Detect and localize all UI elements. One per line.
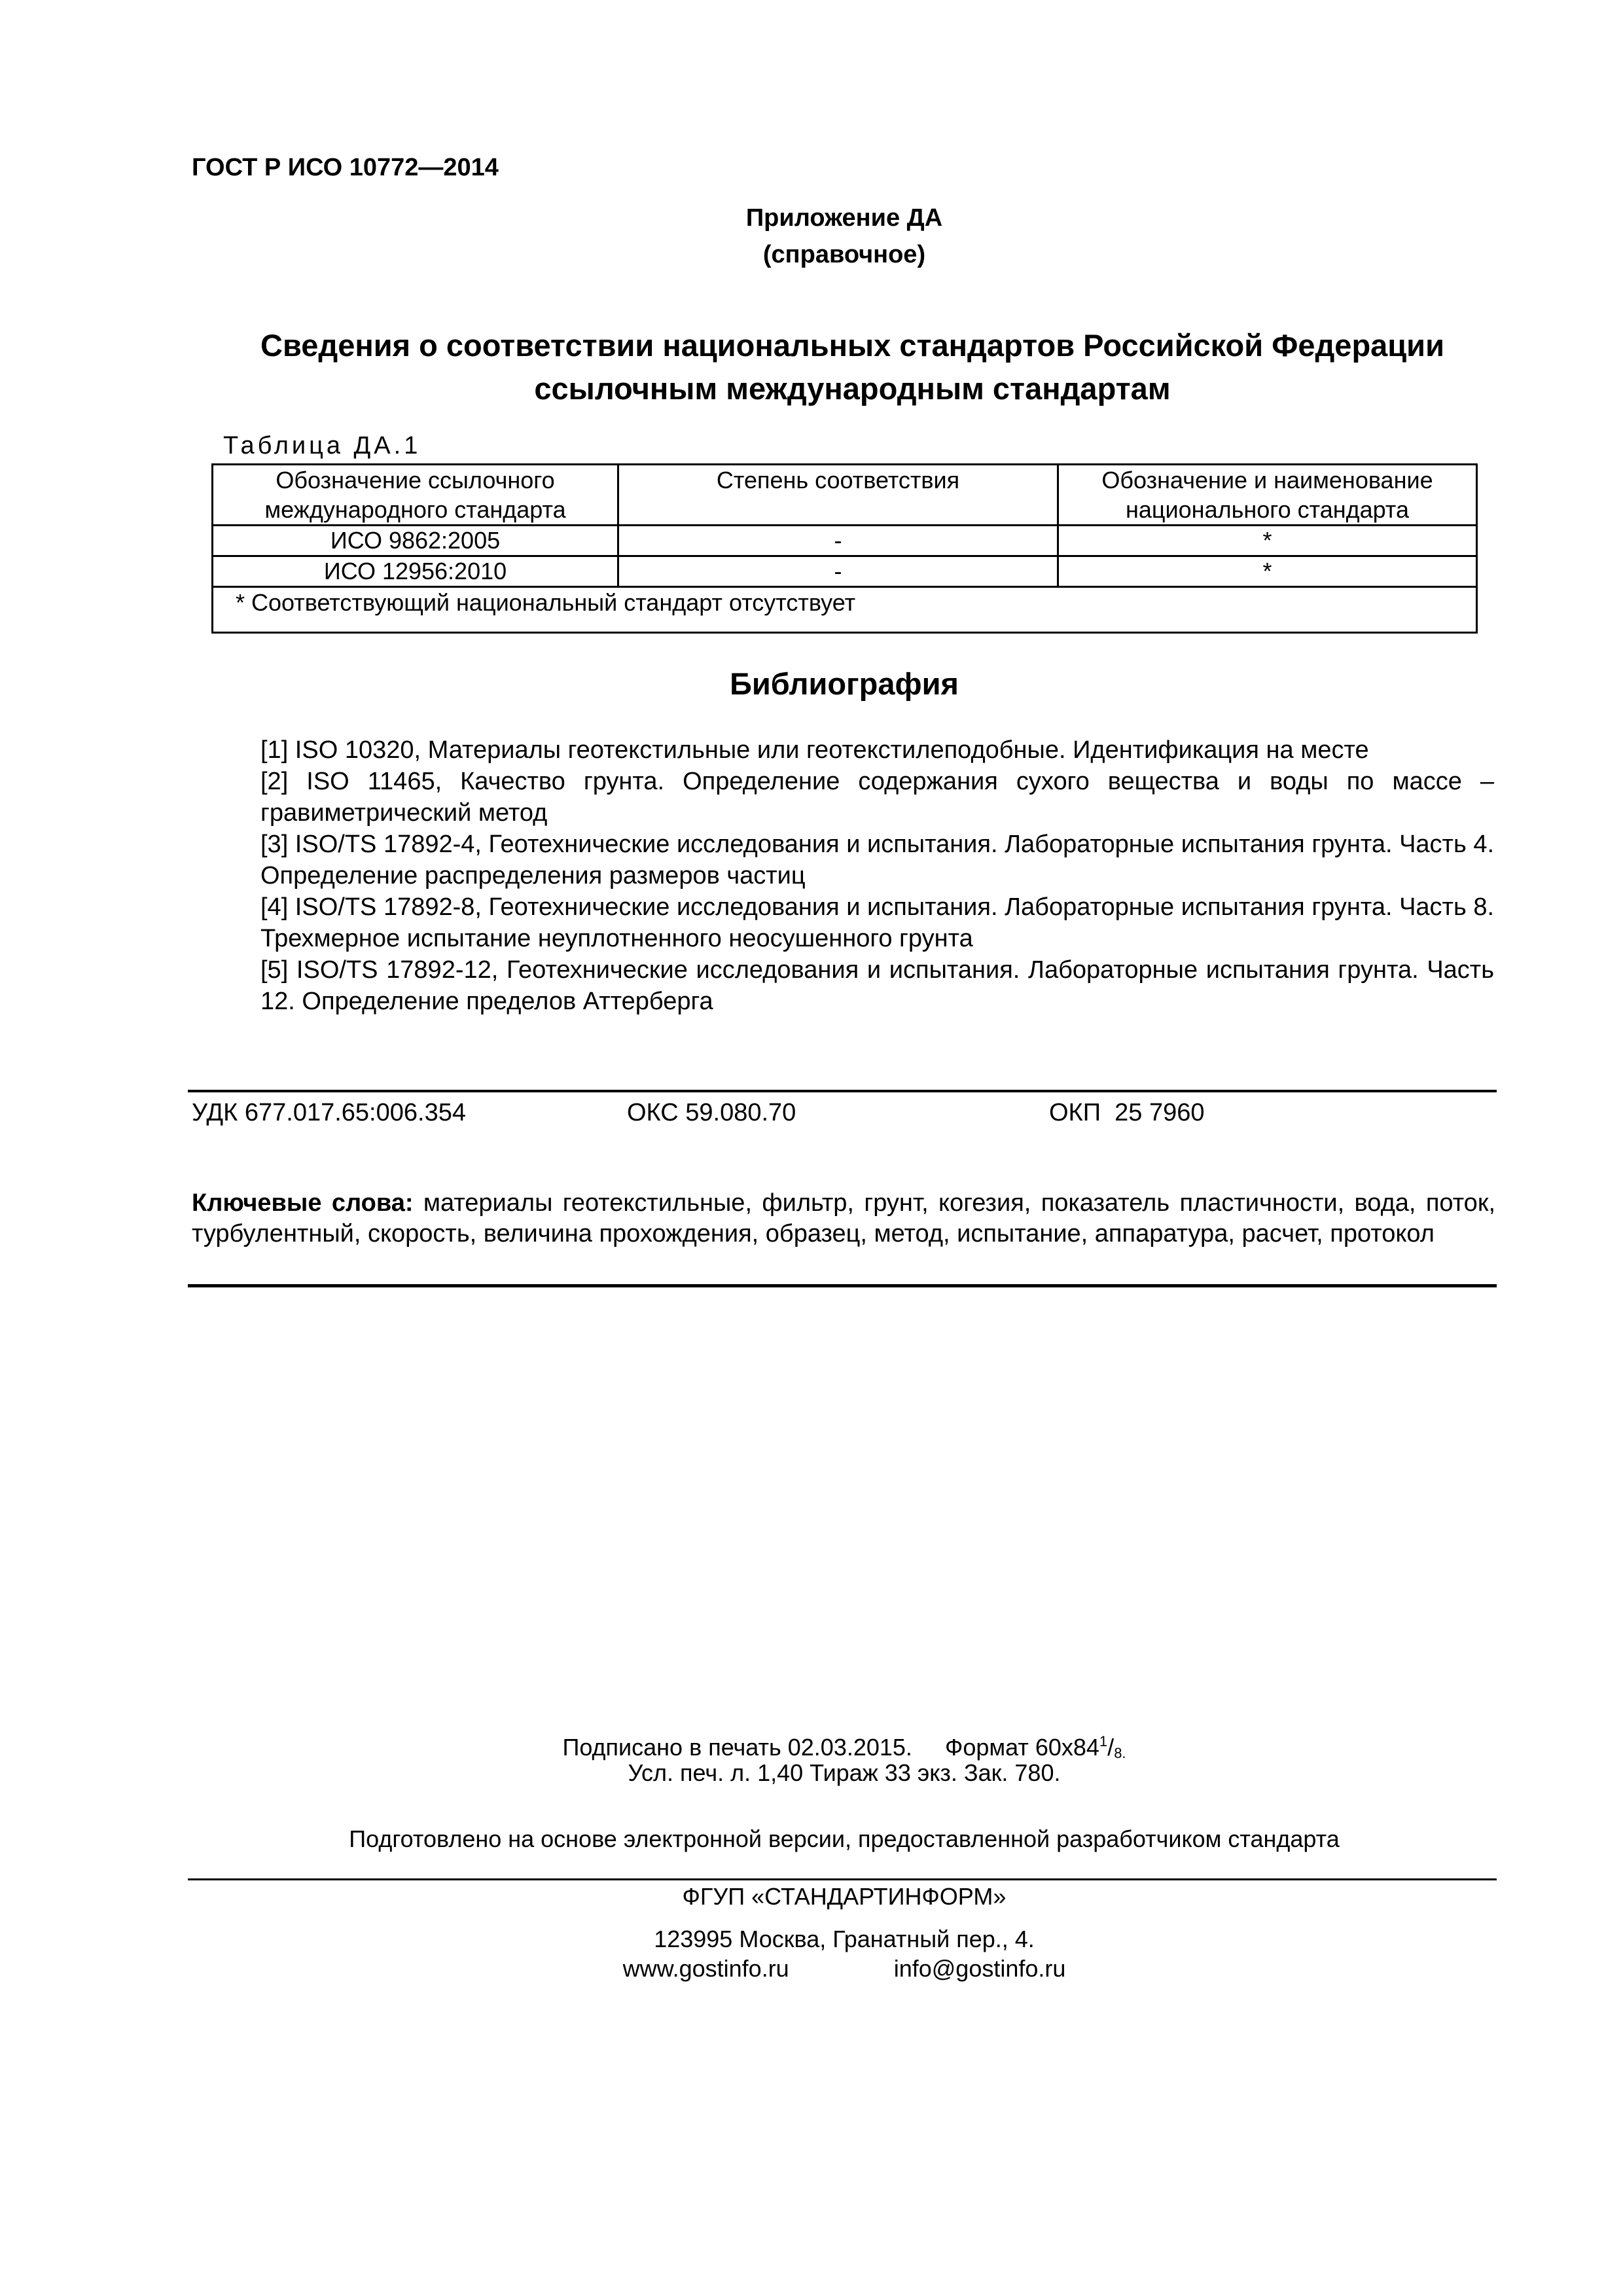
appendix-title: Приложение ДА	[745, 204, 943, 232]
keywords-block	[192, 1188, 1495, 1249]
table-cell: -	[618, 556, 1058, 587]
imprint-prepared: Подготовлено на основе электронной версии, предоставленной разработчиком стандарта	[349, 1825, 1340, 1852]
bibliography-title: Библиография	[730, 666, 959, 701]
imprint-format-numerator: 1	[1099, 1733, 1108, 1749]
bibliography-list	[260, 734, 1494, 1017]
bibliography-item: [2] ISO 11465, Качество грунта. Определение содержания сухого вещества и воды по массе – гравиметрический метод	[260, 768, 1494, 827]
table-cell: *	[1058, 526, 1477, 556]
table-caption: Таблица ДА.1	[223, 432, 421, 459]
imprint-signed: Подписано в печать 02.03.2015.	[562, 1734, 912, 1761]
table-cell: *	[1058, 556, 1477, 587]
table-cell: -	[618, 526, 1058, 556]
imprint-format-denominator: 8.	[1114, 1745, 1126, 1761]
main-title	[196, 324, 1508, 410]
table-cell: ИСО 12956:2010	[213, 556, 618, 587]
table-note-row	[213, 587, 1477, 633]
publisher-contacts	[0, 1954, 1623, 1984]
table-cell: ИСО 9862:2005	[213, 526, 618, 556]
imprint-line-2: Усл. печ. л. 1,40 Тираж 33 экз. Зак. 780.	[628, 1759, 1061, 1786]
udk-code: УДК 677.017.65:006.354	[192, 1099, 466, 1126]
table-header-row	[213, 465, 1477, 526]
email-link[interactable]: info@gostinfo.ru	[893, 1955, 1066, 1982]
imprint-line-1: Подписано в печать 02.03.2015. Формат $60x84^1/_{8.}$	[562, 1733, 1126, 1761]
table-header-cell: Степень соответствия	[618, 465, 1058, 526]
divider-keywords	[188, 1284, 1497, 1287]
keywords-label: Ключевые слова:	[192, 1189, 414, 1217]
table-row	[213, 556, 1477, 587]
standard-code: ГОСТ Р ИСО 10772—2014	[192, 154, 499, 181]
website-link[interactable]: www.gostinfo.ru	[622, 1955, 789, 1982]
bibliography-item: [1] ISO 10320, Материалы геотекстильные или геотекстилеподобные. Идентификация на месте	[260, 736, 1369, 764]
table-note: * Соответствующий национальный стандарт отсутствует	[213, 587, 1477, 633]
okp-code: ОКП 25 7960	[1049, 1099, 1205, 1126]
publisher-name: ФГУП «СТАНДАРТИНФОРМ»	[682, 1883, 1007, 1910]
appendix-subtitle: (справочное)	[762, 241, 926, 268]
main-title-line-2: ссылочным международным стандартам	[534, 371, 1171, 406]
bibliography-item: [4] ISO/TS 17892-8, Геотехнические исследования и испытания. Лабораторные испытания грунта. Часть 8. Трехмерное испытание неуплотненного неосушенного грунта	[260, 893, 1495, 952]
oks-code: ОКС 59.080.70	[627, 1099, 796, 1126]
table-header-cell: Обозначение и наименование национального стандарта	[1058, 465, 1477, 526]
correspondence-table	[211, 463, 1476, 634]
keywords-text: материалы геотекстильные, фильтр, грунт, когезия, показатель пластичности, вода, поток, турбулентный, скорость, величина прохождения, образец, метод, испытание, аппаратура, расчет, протокол	[192, 1189, 1495, 1247]
divider-publisher	[188, 1878, 1497, 1880]
divider-top	[188, 1090, 1497, 1092]
table-header-cell: Обозначение ссылочного международного стандарта	[213, 465, 618, 526]
table-row	[213, 526, 1477, 556]
publisher-address: 123995 Москва, Гранатный пер., 4.	[654, 1926, 1035, 1952]
bibliography-item: [5] ISO/TS 17892-12, Геотехнические исследования и испытания. Лабораторные испытания грунта. Часть 12. Определение пределов Аттерберга	[260, 956, 1494, 1015]
main-title-line-1: Сведения о соответствии национальных стандартов Российской Федерации	[260, 328, 1444, 363]
bibliography-item: [3] ISO/TS 17892-4, Геотехнические исследования и испытания. Лабораторные испытания грунта. Часть 4. Определение распределения размеров частиц	[260, 831, 1495, 889]
imprint-format: Формат 60x84	[944, 1734, 1099, 1761]
